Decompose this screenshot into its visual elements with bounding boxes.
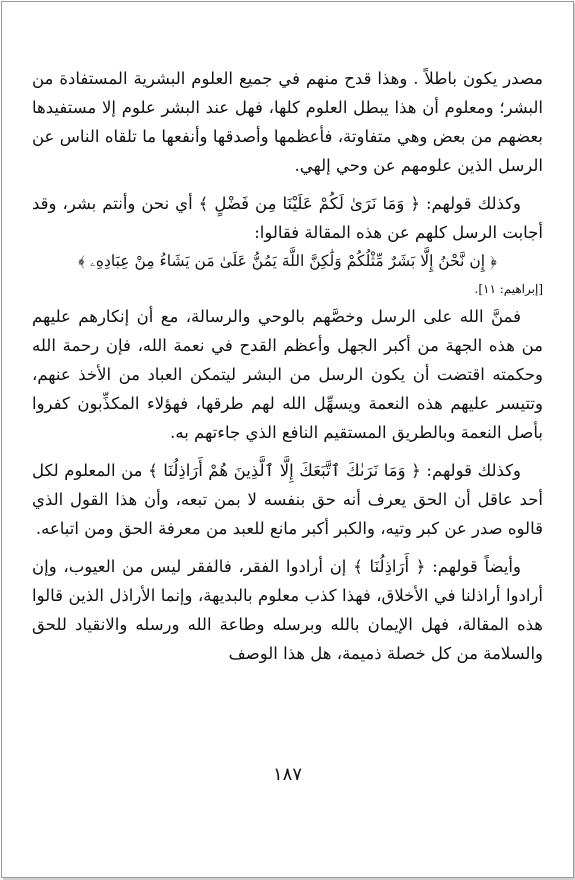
- paragraph-gap: [32, 543, 543, 552]
- paragraph-3: فمنَّ الله على الرسل وخصَّهم بالوحي والرسالة، مع أن إنكارهم عليهم من هذه الجهة من أكبر الجهل وأعظم القدح في نعمة الله، فإن رحمة الله وحكمته اقتضت أن يكون الرسل من البشر ليتمكن العباد من الأخذ عنهم، وتتيسر عليهم هذه النعمة ويسهِّل الله لهم طرقها، فهؤلاء المكذِّبون كفروا بأصل النعمة وبالطريق المستقيم النافع الذي جاءتهم به.: [32, 307, 543, 442]
- book-page: [1, 1, 574, 878]
- paragraph-gap: [32, 447, 543, 456]
- verse-citation: [إبراهيم: ١١].: [474, 282, 543, 296]
- page-number: ١٨٧: [272, 764, 302, 785]
- paragraph-2: وكذلك قولهم: ﴿ وَمَا نَرَىٰ لَكُمْ عَلَيْنَا مِن فَضْلٍ ﴾ أي نحن وأنتم بشر، وقد أجابت الرسل كلهم عن هذه المقالة فقالوا:: [32, 194, 543, 242]
- quran-verse: ﴿ إِن نَّحْنُ إِلَّا بَشَرٌ مِّثْلُكُمْ وَلَٰكِنَّ اللَّهَ يَمُنُّ عَلَىٰ مَن يَشَاءُ مِنْ عِبَادِهِۦ ﴾: [78, 252, 497, 270]
- paragraph-1: مصدر يكون باطلاً . وهذا قدح منهم في جميع العلوم البشرية المستفادة من البشر؛ ومعلوم أن هذا يبطل العلوم كلها، فهل عند البشر علوم إلا مستفيدها بعضهم من بعض وهي متفاوتة، فأعظمها وأصدقها وأنفعها ما تلقاه الناس عن الرسل الذين علومهم عن وحي إلهي.: [32, 69, 543, 175]
- paragraph-5: وأيضاً قولهم: ﴿ أَرَاذِلُنَا ﴾ إن أرادوا الفقر، فالفقر ليس من العيوب، وإن أرادوا أراذلنا في الأخلاق، فهذا كذب معلوم بالبديهة، وإنما الأراذل الذين قالوا هذه المقالة، فهل الإيمان بالله وبرسله وطاعة الله ورسله والانقياد للحق والسلامة من كل خصلة ذميمة، هل هذا الوصف: [32, 557, 543, 663]
- body-text: [32, 64, 543, 668]
- paragraph-gap: [32, 180, 543, 189]
- paragraph-4: وكذلك قولهم: ﴿ وَمَا نَرَىٰكَ ٱتَّبَعَكَ إِلَّا ٱلَّذِينَ هُمْ أَرَاذِلُنَا ﴾ من المعلوم لكل أحد عاقل أن الحق يعرف أنه حق بنفسه لا بمن تبعه، وأن هذا القول الذي قالوه صدر عن كبر وتيه، والكبر أكبر مانع للعبد من معرفة الحق ومن اتباعه.: [32, 461, 543, 538]
